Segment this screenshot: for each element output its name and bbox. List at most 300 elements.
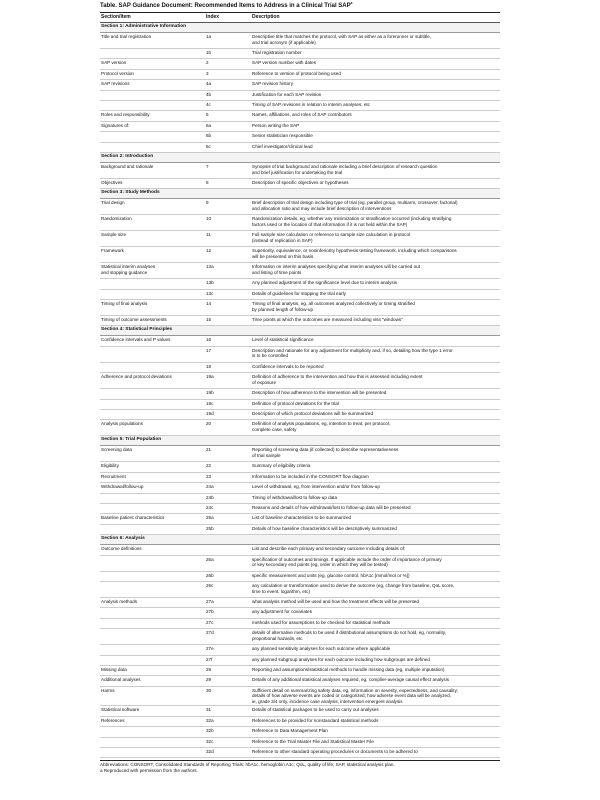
description-line: Names, affiliations, and roles of SAP contributors bbox=[252, 112, 352, 118]
description-line: any planned subgroup analyses for each outcome including how subgroups are defined bbox=[252, 656, 430, 662]
table-row bbox=[100, 686, 500, 706]
index-cell: 10 bbox=[205, 215, 251, 231]
footnote-reproduced: a Reproduced with permission from the authors. bbox=[100, 768, 198, 774]
index-cell: 4c bbox=[205, 100, 251, 110]
table-row bbox=[100, 289, 500, 299]
description-line: Randomization details, eg, whether any minimization or stratification occurred (including stratifying bbox=[252, 216, 452, 222]
description-cell bbox=[251, 33, 500, 49]
item-cell bbox=[100, 645, 205, 655]
description-line: Confidence intervals to be reported bbox=[252, 363, 324, 369]
description-line: Description and rationale for any adjustment for multiplicity and, if so, detailing how the type 1 error bbox=[252, 347, 453, 353]
section-title: Section 3: Study Methods bbox=[100, 189, 500, 199]
description-cell bbox=[251, 231, 500, 247]
header-index: Index bbox=[205, 13, 251, 23]
table-row bbox=[100, 389, 500, 399]
description-cell bbox=[251, 49, 500, 59]
description-line: Details of guidelines for stopping the trial early bbox=[252, 290, 346, 296]
table-row bbox=[100, 215, 500, 231]
table-row bbox=[100, 655, 500, 665]
index-cell: 3 bbox=[205, 69, 251, 79]
index-cell: 9 bbox=[205, 199, 251, 215]
section-title: Section 2: Introduction bbox=[100, 152, 500, 162]
index-cell: 26a bbox=[205, 555, 251, 571]
description-line: Time points at which the outcomes are measured including visit “windows” bbox=[252, 317, 403, 323]
table-row bbox=[100, 316, 500, 326]
item-cell: Recruitment bbox=[100, 472, 205, 482]
description-line: Description of specific objectives or hypotheses bbox=[252, 179, 349, 185]
description-line: any calculation or transformation used to derive the outcome (eg, change from baseline, QoL score, bbox=[252, 582, 455, 588]
item-cell bbox=[100, 524, 205, 534]
table-row bbox=[100, 706, 500, 716]
description-cell bbox=[251, 608, 500, 618]
table-row bbox=[100, 581, 500, 597]
index-cell: 8 bbox=[205, 178, 251, 188]
description-cell bbox=[251, 121, 500, 131]
description-cell bbox=[251, 420, 500, 436]
description-line: Information to be included in the CONSORT flow diagram bbox=[252, 473, 369, 479]
header-description: Description bbox=[251, 13, 500, 23]
item-cell bbox=[100, 655, 205, 665]
table-row bbox=[100, 446, 500, 462]
item-cell bbox=[100, 629, 205, 645]
description-line: Reference to version of protocol being used bbox=[252, 70, 341, 76]
footnote-abbreviations: Abbreviations: CONSORT, Consolidated Standards of Reporting Trials; hbA1c, hemoglobin A1c; QoL, quality of life; SAP, statistical analysis plan. bbox=[100, 762, 395, 768]
index-cell: 31 bbox=[205, 706, 251, 716]
description-line: Description of how adherence to the intervention will be presented bbox=[252, 390, 387, 396]
description-line: List and describe each primary and secondary outcome including details of: bbox=[252, 546, 406, 552]
description-line: Reporting of screening data (if collected) to describe representativeness bbox=[252, 447, 399, 453]
description-cell bbox=[251, 706, 500, 716]
description-line: ie, grade 3/4 only, incidence case analysis, intervention emergent analysis bbox=[252, 698, 403, 704]
item-cell bbox=[100, 581, 205, 597]
item-cell bbox=[100, 503, 205, 513]
index-cell: 27d bbox=[205, 629, 251, 645]
description-line: Reference to the Trial Master File and Statistical Master File bbox=[252, 738, 374, 744]
description-cell bbox=[251, 524, 500, 534]
description-cell bbox=[251, 336, 500, 346]
item-cell: Background and rationale bbox=[100, 162, 205, 178]
item-cell: Confidence intervals and P values bbox=[100, 336, 205, 346]
description-line: Person writing the SAP bbox=[252, 122, 300, 128]
table-row bbox=[100, 142, 500, 152]
description-line: methods used for assumptions to be checked for statistical methods bbox=[252, 619, 391, 625]
description-cell bbox=[251, 215, 500, 231]
item-cell: Roles and responsibility bbox=[100, 111, 205, 121]
description-line: Senior statistician responsible bbox=[252, 133, 313, 139]
description-line: time to event, logarithm, etc) bbox=[252, 588, 310, 594]
index-cell: 32b bbox=[205, 727, 251, 737]
item-cell bbox=[100, 399, 205, 409]
section-title: Section 6: Analysis bbox=[100, 535, 500, 545]
index-cell: 11 bbox=[205, 231, 251, 247]
index-cell: 32c bbox=[205, 737, 251, 747]
description-line: Details of how baseline characteristics will be descriptively summarized bbox=[252, 525, 397, 531]
table-row bbox=[100, 716, 500, 726]
item-cell: Harms bbox=[100, 686, 205, 706]
index-cell: 6c bbox=[205, 142, 251, 152]
item-cell: Signatures of: bbox=[100, 121, 205, 131]
item-cell bbox=[100, 142, 205, 152]
description-line: will be presented on this basis bbox=[252, 253, 314, 259]
description-cell bbox=[251, 716, 500, 726]
description-cell bbox=[251, 727, 500, 737]
description-line: Reference to other standard operating procedures or documents to be adhered to bbox=[252, 749, 418, 755]
index-cell: 4b bbox=[205, 90, 251, 100]
description-cell bbox=[251, 737, 500, 747]
description-line: and brief justification for undertaking the trial bbox=[252, 169, 343, 175]
description-cell bbox=[251, 665, 500, 675]
item-cell bbox=[100, 90, 205, 100]
item-cell: SAP revisions bbox=[100, 80, 205, 90]
description-line: by planned length of follow-up bbox=[252, 306, 314, 312]
description-cell bbox=[251, 597, 500, 607]
table-row bbox=[100, 162, 500, 178]
table-title-text: Table. SAP Guidance Document: Recommended Items to Address in a Clinical Trial SAP bbox=[100, 3, 351, 9]
table-row bbox=[100, 69, 500, 79]
description-cell bbox=[251, 655, 500, 665]
table-row bbox=[100, 493, 500, 503]
index-cell: 12 bbox=[205, 247, 251, 263]
table-row bbox=[100, 472, 500, 482]
description-cell bbox=[251, 571, 500, 581]
description-cell bbox=[251, 514, 500, 524]
description-cell bbox=[251, 472, 500, 482]
table-row bbox=[100, 346, 500, 362]
description-cell bbox=[251, 645, 500, 655]
index-cell: 24a bbox=[205, 483, 251, 493]
description-cell bbox=[251, 545, 500, 555]
table-row bbox=[100, 399, 500, 409]
index-cell: 5 bbox=[205, 111, 251, 121]
table-row bbox=[100, 410, 500, 420]
table-row bbox=[100, 524, 500, 534]
description-line: SAP revision history bbox=[252, 81, 294, 87]
index-cell: 32a bbox=[205, 716, 251, 726]
description-line: factors used or the location of that information if it is not held within the SAP) bbox=[252, 221, 408, 227]
title-footnote-marker: a bbox=[350, 1, 353, 5]
description-cell bbox=[251, 69, 500, 79]
item-cell: Adherence and protocol deviations bbox=[100, 373, 205, 389]
index-cell: 6a bbox=[205, 121, 251, 131]
index-cell: 20 bbox=[205, 420, 251, 436]
item-cell: Additional analyses bbox=[100, 676, 205, 686]
description-cell bbox=[251, 90, 500, 100]
description-line: References to be provided for nonstandard statistical methods bbox=[252, 717, 379, 723]
description-cell bbox=[251, 676, 500, 686]
description-line: Timing of withdrawal/lost to follow-up data bbox=[252, 494, 338, 500]
description-cell bbox=[251, 410, 500, 420]
table-row bbox=[100, 629, 500, 645]
table-row bbox=[100, 597, 500, 607]
index-cell: 15 bbox=[205, 316, 251, 326]
table-row bbox=[100, 33, 500, 49]
description-line: what analysis method will be used and how the treatment effects will be presented bbox=[252, 598, 419, 604]
description-line: proportional hazards, etc bbox=[252, 635, 303, 641]
index-cell: 2 bbox=[205, 59, 251, 69]
item-cell bbox=[100, 389, 205, 399]
description-cell bbox=[251, 629, 500, 645]
item-line: and stopping guidance bbox=[101, 269, 148, 275]
item-cell: Outcome definitions bbox=[100, 545, 205, 555]
index-cell: 26c bbox=[205, 581, 251, 597]
description-line: Summary of eligibility criteria bbox=[252, 463, 311, 469]
index-cell: 19b bbox=[205, 389, 251, 399]
table-row bbox=[100, 748, 500, 758]
item-cell: Withdrawal/follow-up bbox=[100, 483, 205, 493]
table-row bbox=[100, 645, 500, 655]
description-cell bbox=[251, 389, 500, 399]
description-cell bbox=[251, 362, 500, 372]
description-line: Sufficient detail on summarizing safety data, eg, information on severity, expectedness, and causality; bbox=[252, 687, 459, 693]
document-page bbox=[100, 2, 500, 774]
table-row bbox=[100, 362, 500, 372]
section-header-row bbox=[100, 23, 500, 33]
item-cell: Randomization bbox=[100, 215, 205, 231]
index-cell: 1a bbox=[205, 33, 251, 49]
description-cell bbox=[251, 199, 500, 215]
description-line: details of alternative methods to be used if distributional assumptions do not hold, eg, normality, bbox=[252, 630, 446, 636]
index-cell: 16 bbox=[205, 336, 251, 346]
item-cell: Timing of outcome assessments bbox=[100, 316, 205, 326]
item-cell: Baseline patient characteristics bbox=[100, 514, 205, 524]
index-cell: 27b bbox=[205, 608, 251, 618]
description-cell bbox=[251, 373, 500, 389]
description-line: Full sample size calculation or reference to sample size calculation in protocol bbox=[252, 232, 411, 238]
index-cell: 13a bbox=[205, 263, 251, 279]
section-title: Section 5: Trial Population bbox=[100, 436, 500, 446]
index-cell: 7 bbox=[205, 162, 251, 178]
index-cell: 26b bbox=[205, 571, 251, 581]
description-line: of trial sample bbox=[252, 453, 281, 459]
item-cell bbox=[100, 727, 205, 737]
description-line: and trial acronym (if applicable) bbox=[252, 39, 316, 45]
item-cell: Statistical software bbox=[100, 706, 205, 716]
item-cell bbox=[100, 571, 205, 581]
table-row bbox=[100, 545, 500, 555]
table-row bbox=[100, 300, 500, 316]
description-line: details of how adverse events are coded or categorized; how adverse event data will be analyzed, bbox=[252, 693, 451, 699]
description-cell bbox=[251, 80, 500, 90]
index-cell: 4a bbox=[205, 80, 251, 90]
table-row bbox=[100, 199, 500, 215]
index-cell: 27e bbox=[205, 645, 251, 655]
description-cell bbox=[251, 247, 500, 263]
item-cell bbox=[100, 289, 205, 299]
item-cell bbox=[100, 100, 205, 110]
table-row bbox=[100, 279, 500, 289]
description-line: Information on interim analyses specifying what interim analyses will be carried out bbox=[252, 264, 421, 270]
description-line: Definition of analysis populations, eg, intention to treat, per protocol, bbox=[252, 421, 391, 427]
item-cell bbox=[100, 263, 205, 279]
description-cell bbox=[251, 289, 500, 299]
description-line: Trial registration number bbox=[252, 50, 302, 55]
index-cell: 13c bbox=[205, 289, 251, 299]
index-cell: 23 bbox=[205, 472, 251, 482]
section-header-row bbox=[100, 326, 500, 336]
item-cell: SAP version bbox=[100, 59, 205, 69]
table-row bbox=[100, 90, 500, 100]
description-line: any planned sensitivity analyses for each outcome where applicable bbox=[252, 646, 391, 652]
description-line: specification of outcomes and timings. If applicable include the order of importance of primary bbox=[252, 556, 442, 562]
description-cell bbox=[251, 111, 500, 121]
description-line: Details of any additional statistical analyses required, eg, complier-average causal effect analysis bbox=[252, 677, 450, 683]
table-row bbox=[100, 178, 500, 188]
section-header-row bbox=[100, 436, 500, 446]
description-cell bbox=[251, 279, 500, 289]
description-cell bbox=[251, 748, 500, 758]
description-line: and allocation ratio and may include brief description of interventions bbox=[252, 205, 392, 211]
item-cell: Protocol version bbox=[100, 69, 205, 79]
index-cell: 30 bbox=[205, 686, 251, 706]
description-line: (instead of replication in SAP) bbox=[252, 237, 313, 243]
index-cell: 6b bbox=[205, 132, 251, 142]
table-row bbox=[100, 80, 500, 90]
description-line: of exposure bbox=[252, 379, 277, 385]
description-cell bbox=[251, 462, 500, 472]
description-line: Level of statistical significance bbox=[252, 337, 314, 343]
index-cell: 22 bbox=[205, 462, 251, 472]
table-row bbox=[100, 737, 500, 747]
item-cell: Analysis populations bbox=[100, 420, 205, 436]
description-line: Brief description of trial design including type of trial (eg, parallel group, multiarm, crossover, factorial) bbox=[252, 200, 458, 206]
table-row bbox=[100, 111, 500, 121]
description-line: Reference to Data Management Plan bbox=[252, 728, 328, 734]
table-row bbox=[100, 100, 500, 110]
description-line: complete case, safety bbox=[252, 427, 297, 433]
sap-items-table bbox=[100, 13, 500, 758]
index-cell: 27c bbox=[205, 618, 251, 628]
table-title bbox=[100, 2, 500, 13]
table-row bbox=[100, 462, 500, 472]
index-cell: 25a bbox=[205, 514, 251, 524]
table-row bbox=[100, 59, 500, 69]
description-cell bbox=[251, 59, 500, 69]
index-cell: 1b bbox=[205, 49, 251, 59]
table-row bbox=[100, 555, 500, 571]
item-cell bbox=[100, 279, 205, 289]
index-cell: 21 bbox=[205, 446, 251, 462]
table-row bbox=[100, 514, 500, 524]
description-cell bbox=[251, 581, 500, 597]
description-cell bbox=[251, 300, 500, 316]
description-cell bbox=[251, 446, 500, 462]
table-row bbox=[100, 676, 500, 686]
item-cell: Analysis methods bbox=[100, 597, 205, 607]
description-line: Definition of adherence to the intervention and how this is assessed including extent bbox=[252, 374, 423, 380]
item-cell: Timing of final analysis bbox=[100, 300, 205, 316]
section-title: Section 1: Administrative Information bbox=[100, 23, 500, 33]
description-line: Synopsis of trial background and rationale including a brief description of research question bbox=[252, 163, 438, 169]
index-cell: 29 bbox=[205, 676, 251, 686]
item-cell: Title and trial registration bbox=[100, 33, 205, 49]
section-header-row bbox=[100, 152, 500, 162]
item-cell bbox=[100, 493, 205, 503]
description-line: Reasons and details of how withdrawal/lost to follow-up data will be presented bbox=[252, 504, 411, 510]
description-cell bbox=[251, 100, 500, 110]
item-cell: Sample size bbox=[100, 231, 205, 247]
description-cell bbox=[251, 503, 500, 513]
description-cell bbox=[251, 618, 500, 628]
table-row bbox=[100, 727, 500, 737]
index-cell: 17 bbox=[205, 346, 251, 362]
index-cell: 32d bbox=[205, 748, 251, 758]
table-row bbox=[100, 49, 500, 59]
table-row bbox=[100, 132, 500, 142]
item-cell: Objectives bbox=[100, 178, 205, 188]
description-cell bbox=[251, 555, 500, 571]
table-row bbox=[100, 420, 500, 436]
index-cell: 19a bbox=[205, 373, 251, 389]
description-line: Timing of SAP revisions in relation to interim analyses, etc bbox=[252, 101, 370, 107]
description-line: is to be controlled bbox=[252, 353, 289, 359]
description-line: and listing of time points bbox=[252, 269, 302, 275]
item-cell: References bbox=[100, 716, 205, 726]
item-cell: Eligibility bbox=[100, 462, 205, 472]
table-row bbox=[100, 263, 500, 279]
description-cell bbox=[251, 686, 500, 706]
index-cell: 25b bbox=[205, 524, 251, 534]
description-line: specific measurement and units (eg, glucose control, hbA1c [mmol/mol or %]) bbox=[252, 572, 410, 578]
description-line: Details of statistical packages to be used to carry out analyses bbox=[252, 707, 379, 713]
table-row bbox=[100, 121, 500, 131]
index-cell: 13b bbox=[205, 279, 251, 289]
item-cell bbox=[100, 618, 205, 628]
index-cell bbox=[205, 545, 251, 555]
index-cell: 27f bbox=[205, 655, 251, 665]
index-cell: 28 bbox=[205, 665, 251, 675]
section-header-row bbox=[100, 535, 500, 545]
section-header-row bbox=[100, 189, 500, 199]
footnotes bbox=[100, 760, 500, 774]
table-row bbox=[100, 608, 500, 618]
table-body bbox=[100, 23, 500, 758]
item-cell: Framework bbox=[100, 247, 205, 263]
description-line: Justification for each SAP revision bbox=[252, 91, 322, 97]
item-cell bbox=[100, 362, 205, 372]
description-line: Reporting and assumptions/statistical methods to handle missing data (eg, multiple imputation) bbox=[252, 666, 445, 672]
description-cell bbox=[251, 263, 500, 279]
description-cell bbox=[251, 346, 500, 362]
header-row bbox=[100, 13, 500, 23]
item-cell: Missing data bbox=[100, 665, 205, 675]
index-cell: 18 bbox=[205, 362, 251, 372]
item-cell bbox=[100, 132, 205, 142]
index-cell: 19d bbox=[205, 410, 251, 420]
description-line: Definition of protocol deviations for the trial bbox=[252, 400, 339, 406]
index-cell: 19c bbox=[205, 399, 251, 409]
index-cell: 24b bbox=[205, 493, 251, 503]
description-line: any adjustment for covariates bbox=[252, 609, 313, 615]
section-title: Section 4: Statistical Principles bbox=[100, 326, 500, 336]
item-cell: Screening data bbox=[100, 446, 205, 462]
item-cell bbox=[100, 608, 205, 618]
description-line: Any planned adjustment of the significance level due to interim analysis bbox=[252, 280, 398, 286]
table-row bbox=[100, 483, 500, 493]
description-line: Descriptive title that matches the protocol, with SAP as either as a forerunner or subtitle, bbox=[252, 34, 431, 39]
description-cell bbox=[251, 142, 500, 152]
description-line: Timing of final analysis, eg, all outcomes analyzed collectively or timing stratified bbox=[252, 301, 415, 307]
description-line: Chief investigator/clinical lead bbox=[252, 143, 313, 149]
description-cell bbox=[251, 162, 500, 178]
item-cell bbox=[100, 410, 205, 420]
item-cell bbox=[100, 346, 205, 362]
index-cell: 24c bbox=[205, 503, 251, 513]
table-row bbox=[100, 503, 500, 513]
item-cell bbox=[100, 748, 205, 758]
table-row bbox=[100, 571, 500, 581]
item-cell bbox=[100, 737, 205, 747]
index-cell: 27a bbox=[205, 597, 251, 607]
